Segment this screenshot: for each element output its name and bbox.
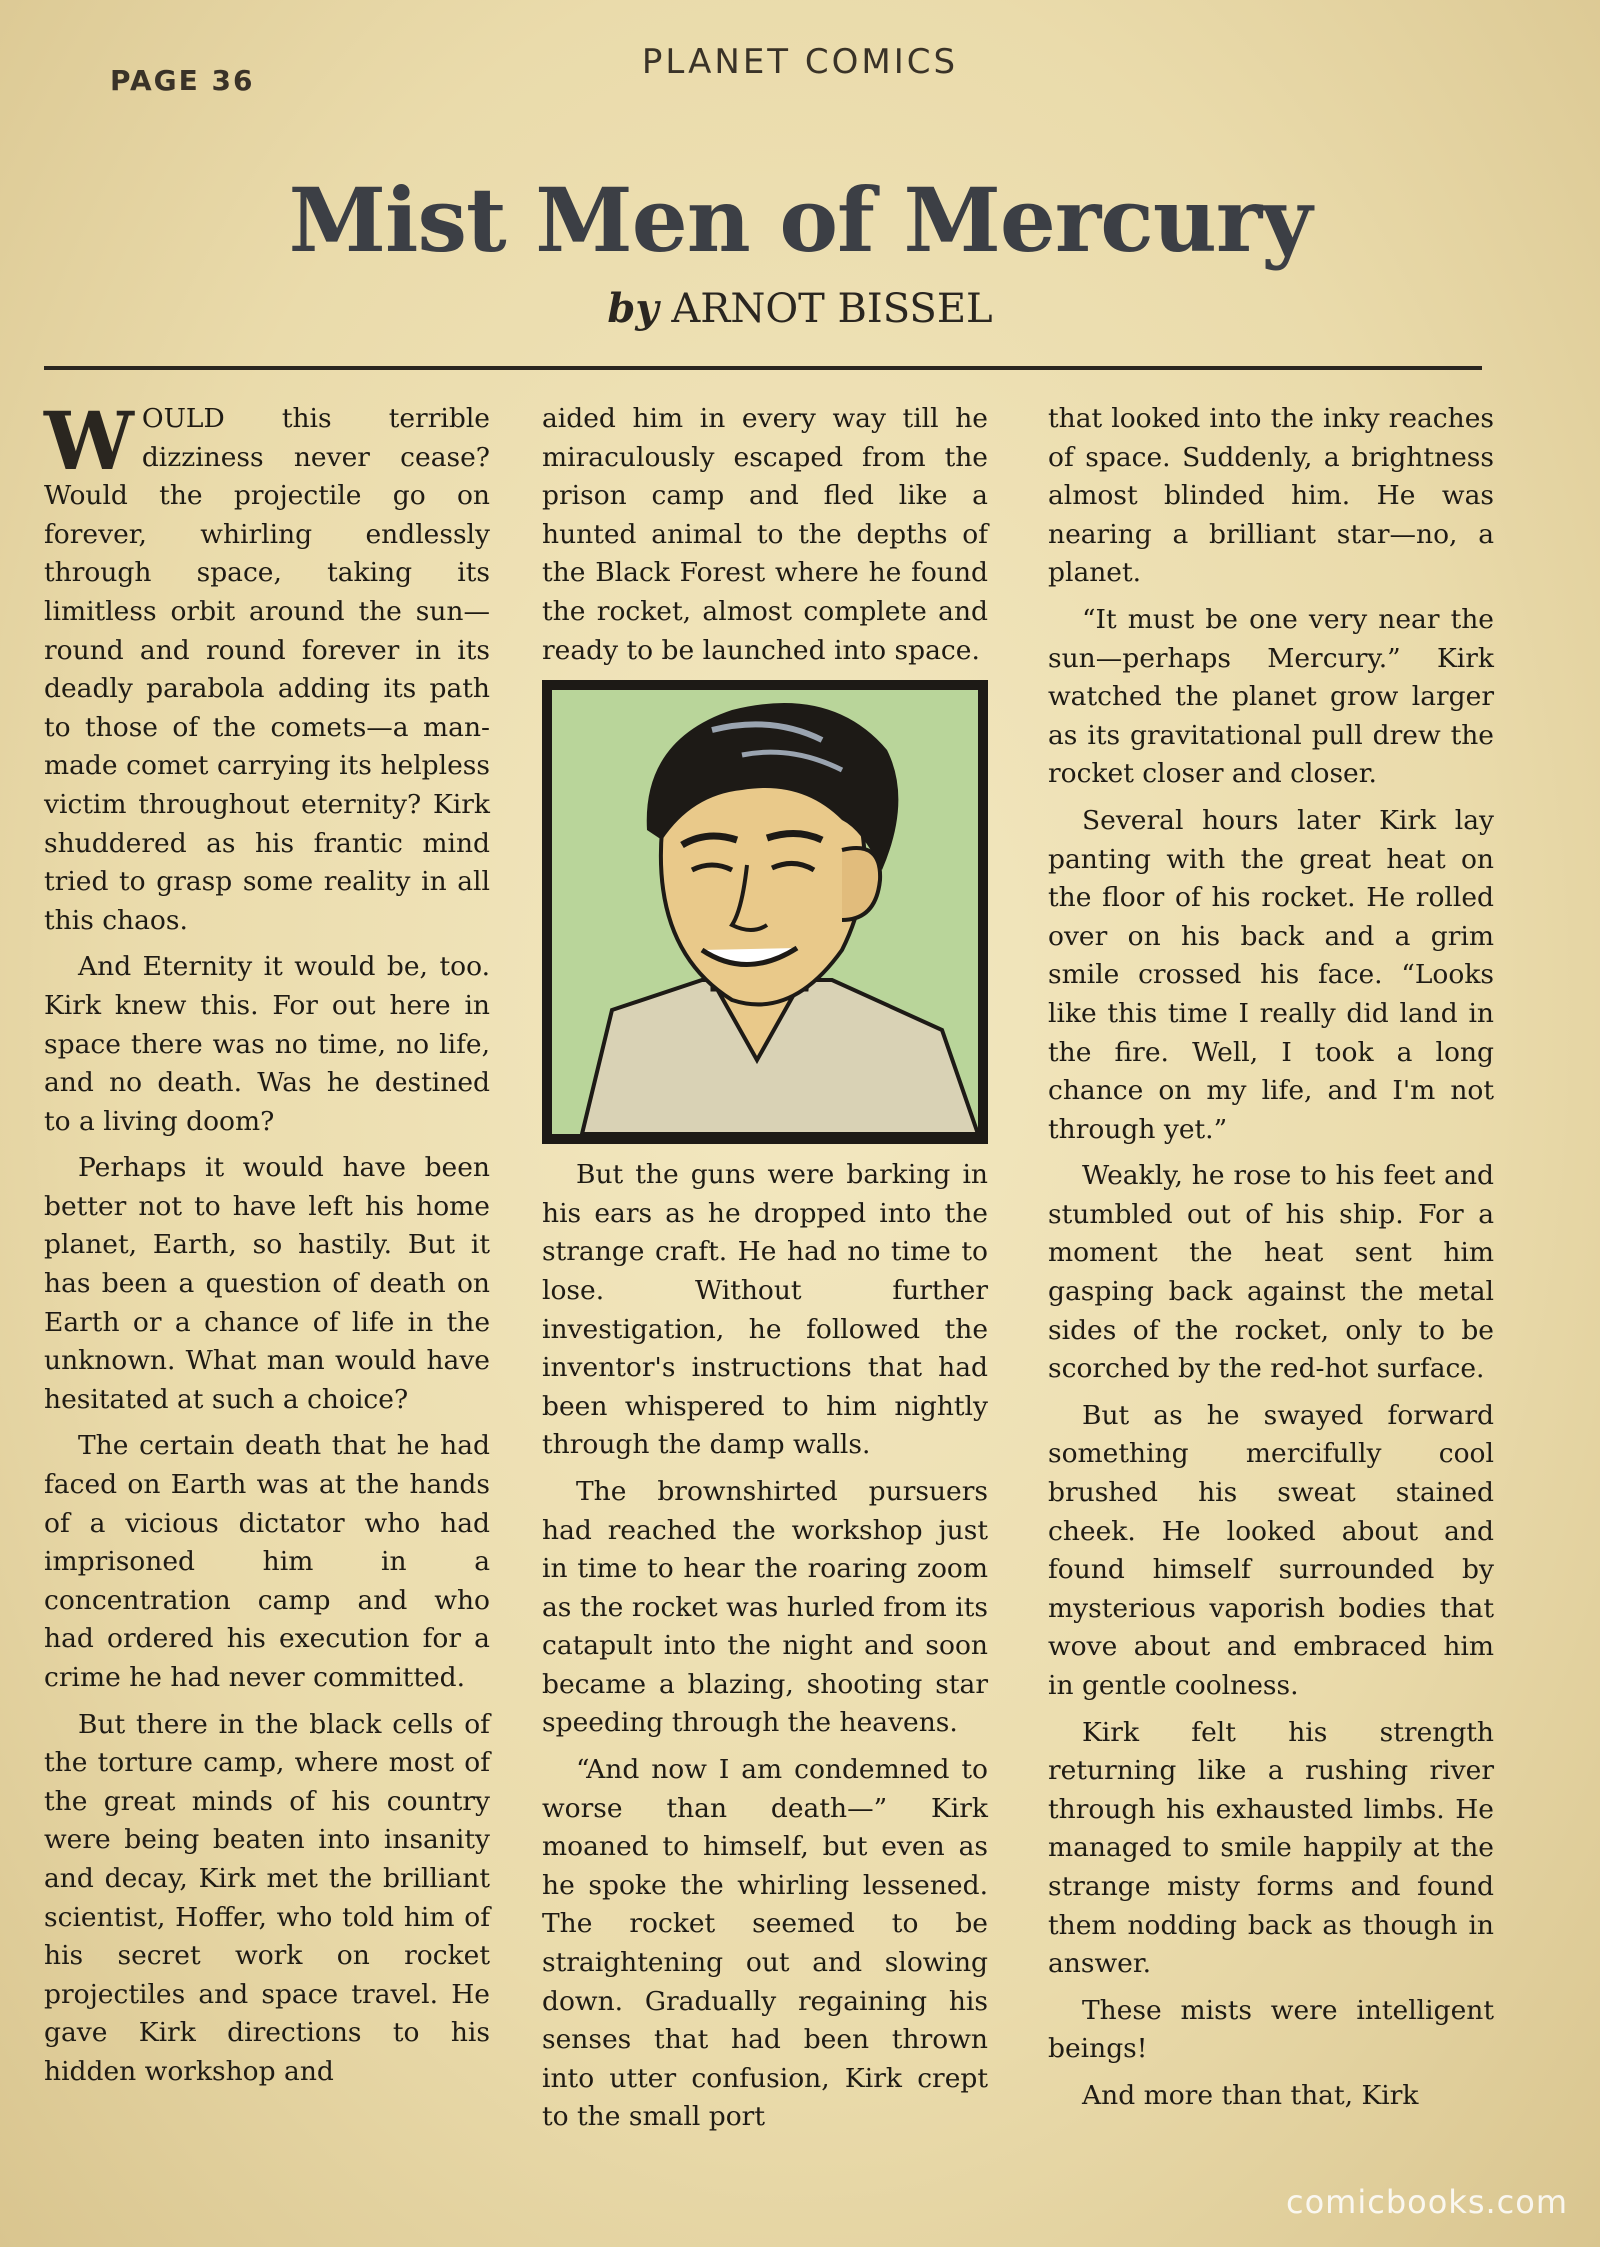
paragraph: “And now I am condemned to worse than death—” Kirk moaned to himself, but even as he spoke the whirling lessened. The rocket seemed to be straightening out and slowing down. Gradually regaining his senses that had been thrown into utter confusion, Kirk crept to the small port xyxy=(542,1754,988,2133)
paragraph: “It must be one very near the sun—perhaps Mercury.” Kirk watched the planet grow larger as its gravitational pull drew the rocket closer and closer. xyxy=(1048,603,1494,790)
author-name: ARNOT BISSEL xyxy=(671,286,993,332)
column-3 xyxy=(1048,400,1494,2124)
paragraph: But as he swayed forward something mercifully cool brushed his sweat stained cheek. He looked about and found himself surrounded by mysterious vaporish bodies that wove about and embraced him in gentle coolness. xyxy=(1048,1399,1494,1701)
byline xyxy=(0,285,1600,332)
paragraph: The certain death that he had faced on Earth was at the hands of a vicious dictator who had imprisoned him in a concentration camp and who had ordered his execution for a crime he had never committed. xyxy=(44,1430,490,1693)
drop-cap: W xyxy=(44,394,134,488)
paragraph: Kirk felt his strength returning like a rushing river through his exhausted limbs. He managed to smile happily at the strange misty forms and found them nodding back as though in answer. xyxy=(1048,1716,1494,1980)
paragraph: The brownshirted pursuers had reached the workshop just in time to hear the roaring zoom as the rocket was hurled from its catapult into the night and soon became a blazing, shooting star speeding through the heavens. xyxy=(542,1475,988,1739)
portrait-illustration xyxy=(542,680,988,1144)
kirk-portrait-image xyxy=(542,680,988,1144)
paragraph: And Eternity it would be, too. Kirk knew this. For out here in space there was no time, no life, and no death. Was he destined to a living doom? xyxy=(44,951,490,1137)
column-2 xyxy=(542,400,988,2145)
paragraph: But there in the black cells of the torture camp, where most of the great minds of his country were being beaten into insanity and decay, Kirk met the brilliant scientist, Hoffer, who told him of his secret work on rocket projectiles and space travel. He gave Kirk directions to his hidden workshop and xyxy=(44,1708,490,2087)
paragraph: These mists were intelligent beings! xyxy=(1048,1994,1494,2065)
column-1 xyxy=(44,394,490,2100)
paragraph: aided him in every way till he miraculously escaped from the prison camp and fled like a hunted animal to the depths of the Black Forest where he found the rocket, almost complete and ready to be launched into space. xyxy=(542,403,988,666)
paragraph: Weakly, he rose to his feet and stumbled out of his ship. For a moment the heat sent him gasping back against the metal sides of the rocket, only to be scorched by the red-hot surface. xyxy=(1048,1160,1494,1385)
story-title: Mist Men of Mercury xyxy=(288,168,1312,272)
paragraph-text: OULD this terrible dizziness never cease? Would the projectile go on forever, whirling endlessly through space, taking its limitless orbit around the sun—round and round forever in its deadly parabola adding its path to those of the comets—a man-made comet carrying its helpless victim throughout eternity? Kirk shuddered as his frantic mind tried to grasp some reality in all this chaos. xyxy=(44,403,490,936)
paragraph: Several hours later Kirk lay panting with the great heat on the floor of his rocket. He rolled over on his back and a grim smile crossed his face. “Looks like this time I really did land in the fire. Well, I took a long chance on my life, and I'm not through yet.” xyxy=(1048,804,1494,1145)
paragraph: that looked into the inky reaches of space. Suddenly, a brightness almost blinded him. He was nearing a brilliant star—no, a planet. xyxy=(1048,403,1494,589)
paragraph: Perhaps it would have been better not to have left his home planet, Earth, so hastily. But it has been a question of death on Earth or a chance of life in the unknown. What man would have hesitated at such a choice? xyxy=(44,1152,490,1415)
paragraph xyxy=(44,394,490,940)
magazine-title: PLANET COMICS xyxy=(641,42,959,82)
site-watermark: comicbooks.com xyxy=(1285,2183,1568,2221)
page-number: PAGE 36 xyxy=(110,64,255,97)
byline-by: by xyxy=(607,285,659,332)
paragraph: And more than that, Kirk xyxy=(1082,2079,1419,2111)
title-rule xyxy=(44,366,1482,370)
paragraph: But the guns were barking in his ears as he dropped into the strange craft. He had no time to lose. Without further investigation, he followed the inventor's instructions that had been whispered to him nightly through the damp walls. xyxy=(542,1159,988,1461)
